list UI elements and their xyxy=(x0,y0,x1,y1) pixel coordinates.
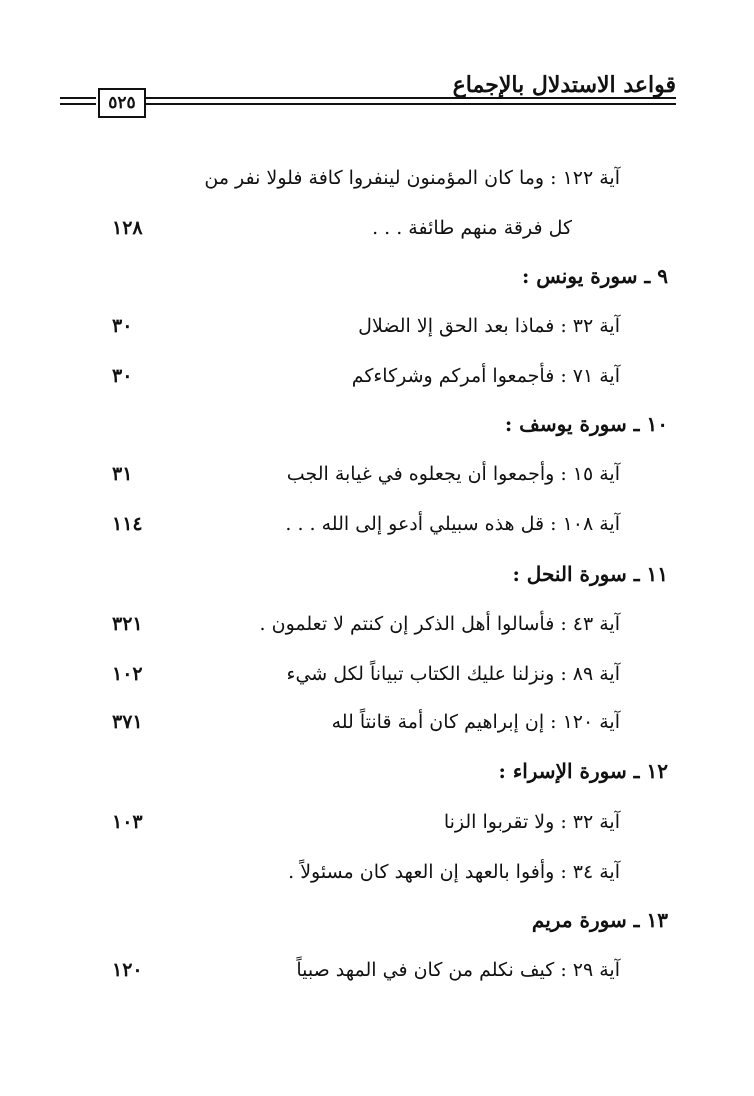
verse-text: آية ٣٢ : فماذا بعد الحق إلا الضلال xyxy=(358,315,620,337)
page-reference: ٣١ xyxy=(112,463,133,485)
surah-heading: ٩ ـ سورة يونس : xyxy=(521,264,668,288)
verse-text: آية ٤٣ : فأسالوا أهل الذكر إن كنتم لا تعلمون . xyxy=(259,613,620,635)
surah-heading: ١٢ ـ سورة الإسراء : xyxy=(498,759,668,783)
verse-text: آية ٧١ : فأجمعوا أمركم وشركاءكم xyxy=(351,365,620,387)
verse-entry xyxy=(100,704,668,740)
verse-text: آية ٢٩ : كيف نكلم من كان في المهد صبياً xyxy=(296,959,620,981)
page-reference: ٣٢١ xyxy=(112,613,143,635)
verse-entry xyxy=(100,952,668,988)
surah-heading: ١٠ ـ سورة يوسف : xyxy=(504,412,668,436)
header-title: قواعد الاستدلال بالإجماع xyxy=(452,72,676,98)
verse-entry xyxy=(100,606,668,642)
verse-entry xyxy=(100,656,668,692)
surah-heading: ١١ ـ سورة النحل : xyxy=(512,562,668,586)
verse-entry xyxy=(100,160,668,196)
page-reference: ٣٧١ xyxy=(112,711,143,733)
page-reference: ٣٠ xyxy=(112,365,133,387)
verse-entry xyxy=(100,358,668,394)
verse-entry xyxy=(100,854,668,890)
surah-heading: ١٣ ـ سورة مريم xyxy=(531,908,668,932)
verse-text: آية ٣٢ : ولا تقربوا الزنا xyxy=(443,811,620,833)
verse-text: آية ١٢٠ : إن إبراهيم كان أمة قانتاً لله xyxy=(331,711,620,733)
page-reference: ١٢٨ xyxy=(112,217,143,239)
verse-text: آية ٨٩ : ونزلنا عليك الكتاب تبياناً لكل شيء xyxy=(286,663,620,685)
verse-text: آية ١٥ : وأجمعوا أن يجعلوه في غيابة الجب xyxy=(286,463,620,485)
page-reference: ١١٤ xyxy=(112,513,143,535)
verse-entry xyxy=(100,506,668,542)
verse-entry xyxy=(100,308,668,344)
verse-entry xyxy=(100,456,668,492)
page-reference: ١٠٢ xyxy=(112,663,143,685)
page-number: ٥٢٥ xyxy=(98,88,146,118)
verse-text: آية ٣٤ : وأفوا بالعهد إن العهد كان مسئولاً . xyxy=(288,861,620,883)
running-header xyxy=(60,70,676,120)
verse-text: آية ١٠٨ : قل هذه سبيلي أدعو إلى الله . . . xyxy=(285,513,620,535)
page-reference: ٣٠ xyxy=(112,315,133,337)
header-rule xyxy=(144,103,676,105)
header-rule xyxy=(60,97,96,99)
page-reference: ١٠٣ xyxy=(112,811,143,833)
page-reference: ١٢٠ xyxy=(112,959,143,981)
verse-text-continuation: كل فرقة منهم طائفة . . . xyxy=(372,217,572,239)
verse-text: آية ١٢٢ : وما كان المؤمنون لينفروا كافة فلولا نفر من xyxy=(204,167,620,189)
verse-entry xyxy=(100,804,668,840)
verse-entry xyxy=(100,210,668,246)
header-rule xyxy=(60,103,96,105)
